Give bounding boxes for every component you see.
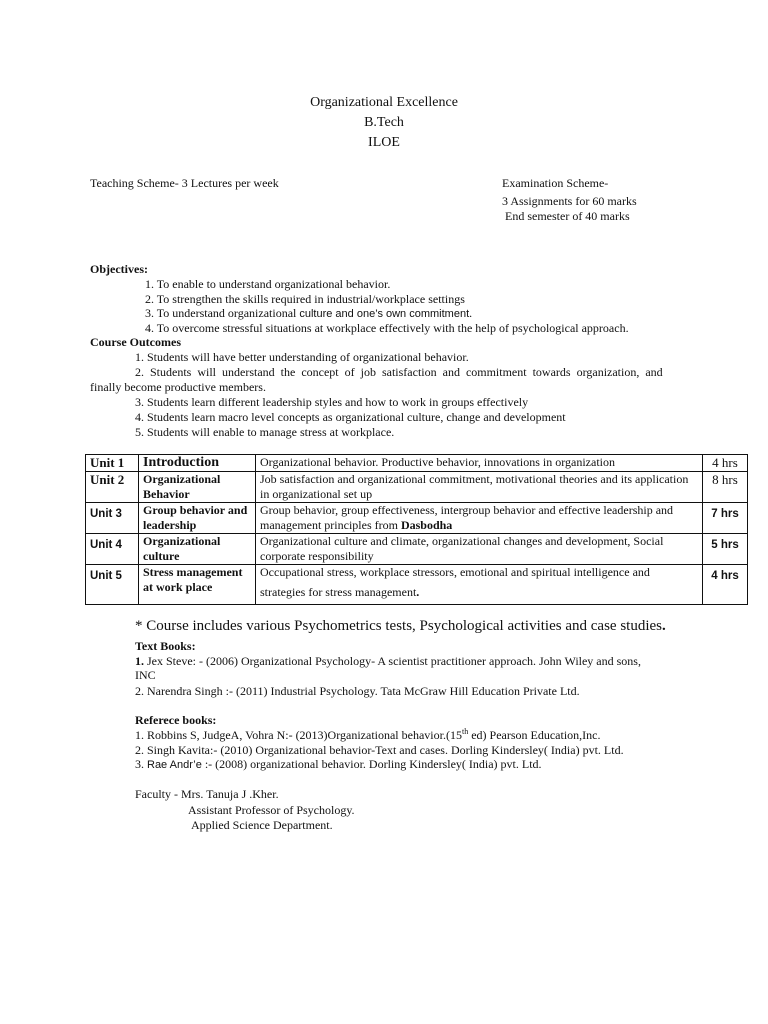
unit-content: Occupational stress, workplace stressors, emotional and spiritual intelligence and strategies for stress management. (256, 565, 703, 605)
reference-book-item: 1. Robbins S, JudgeA, Vohra N:- (2013)Organizational behavior.(15th ed) Pearson Education,Inc. (135, 727, 601, 742)
outcome-item: 5. Students will enable to manage stress at workplace. (135, 425, 395, 439)
outcome-item: 1. Students will have better understanding of organizational behavior. (135, 350, 469, 364)
objective-item: 4. To overcome stressful situations at workplace effectively with the help of psychological approach. (145, 321, 629, 335)
unit-hours: 4 hrs (703, 565, 748, 605)
objective-item: 3. To understand organizational culture and one’s own commitment. (145, 306, 473, 320)
unit-number: Unit 3 (86, 503, 139, 534)
unit-hours: 7 hrs (703, 503, 748, 534)
unit-content: Group behavior, group effectiveness, intergroup behavior and effective leadership and management principles from Dasbodha (256, 503, 703, 534)
table-row (86, 565, 748, 605)
exam-scheme-heading: Examination Scheme- (502, 176, 609, 190)
units-table (85, 454, 748, 605)
unit-hours: 4 hrs (703, 455, 748, 472)
unit-content: Job satisfaction and organizational commitment, motivational theories and its application in organizational set up (256, 472, 703, 503)
document-title: Organizational Excellence (310, 95, 458, 110)
table-row (86, 503, 748, 534)
text-book-item: 1. Jex Steve: - (2006) Organizational Psychology- A scientist practitioner approach. John Wiley and sons, (135, 654, 641, 668)
faculty-department: Applied Science Department. (191, 818, 333, 832)
course-category: ILOE (368, 135, 400, 150)
outcome-item: 3. Students learn different leadership styles and how to work in groups effectively (135, 395, 529, 409)
unit-number: Unit 4 (86, 534, 139, 565)
course-note: * Course includes various Psychometrics tests, Psychological activities and case studies. (135, 618, 666, 634)
exam-scheme-assignments: 3 Assignments for 60 marks (502, 194, 637, 208)
reference-book-item: 3. Rae Andr’e :- (2008) organizational behavior. Dorling Kindersley( India) pvt. Ltd. (135, 757, 542, 771)
reference-books-heading: Referece books: (135, 713, 217, 727)
faculty-designation: Assistant Professor of Psychology. (188, 803, 355, 817)
unit-content: Organizational culture and climate, organizational changes and development, Social corporate responsibility (256, 534, 703, 565)
table-row (86, 472, 748, 503)
exam-scheme-endsem: End semester of 40 marks (505, 209, 630, 223)
unit-number: Unit 2 (86, 472, 139, 503)
outcome-item-continuation: finally become productive members. (90, 380, 266, 394)
unit-topic: Stress management at work place (139, 565, 256, 605)
table-row (86, 455, 748, 472)
unit-topic: Group behavior and leadership (139, 503, 256, 534)
program-name: B.Tech (364, 115, 404, 130)
outcomes-heading: Course Outcomes (90, 335, 181, 349)
unit-topic: Organizational Behavior (139, 472, 256, 503)
unit-number: Unit 5 (86, 565, 139, 605)
unit-topic: Introduction (139, 455, 256, 472)
unit-number: Unit 1 (86, 455, 139, 472)
outcome-item: 2. Students will understand the concept of job satisfaction and commitment towards organization, and (135, 365, 663, 379)
outcome-item: 4. Students learn macro level concepts as organizational culture, change and development (135, 410, 566, 424)
text-book-item-continuation: INC (135, 668, 156, 682)
unit-hours: 5 hrs (703, 534, 748, 565)
objective-item: 2. To strengthen the skills required in industrial/workplace settings (145, 292, 465, 306)
unit-hours: 8 hrs (703, 472, 748, 503)
text-book-item: 2. Narendra Singh :- (2011) Industrial Psychology. Tata McGraw Hill Education Private Ltd. (135, 684, 580, 698)
reference-book-item: 2. Singh Kavita:- (2010) Organizational behavior-Text and cases. Dorling Kindersley( India) pvt. Ltd. (135, 743, 624, 757)
table-row (86, 534, 748, 565)
unit-topic: Organizational culture (139, 534, 256, 565)
faculty-name: Faculty - Mrs. Tanuja J .Kher. (135, 787, 279, 801)
text-books-heading: Text Books: (135, 639, 196, 653)
objectives-heading: Objectives: (90, 262, 148, 276)
objective-item: 1. To enable to understand organizational behavior. (145, 277, 391, 291)
teaching-scheme: Teaching Scheme- 3 Lectures per week (90, 176, 279, 190)
unit-content: Organizational behavior. Productive behavior, innovations in organization (256, 455, 703, 472)
